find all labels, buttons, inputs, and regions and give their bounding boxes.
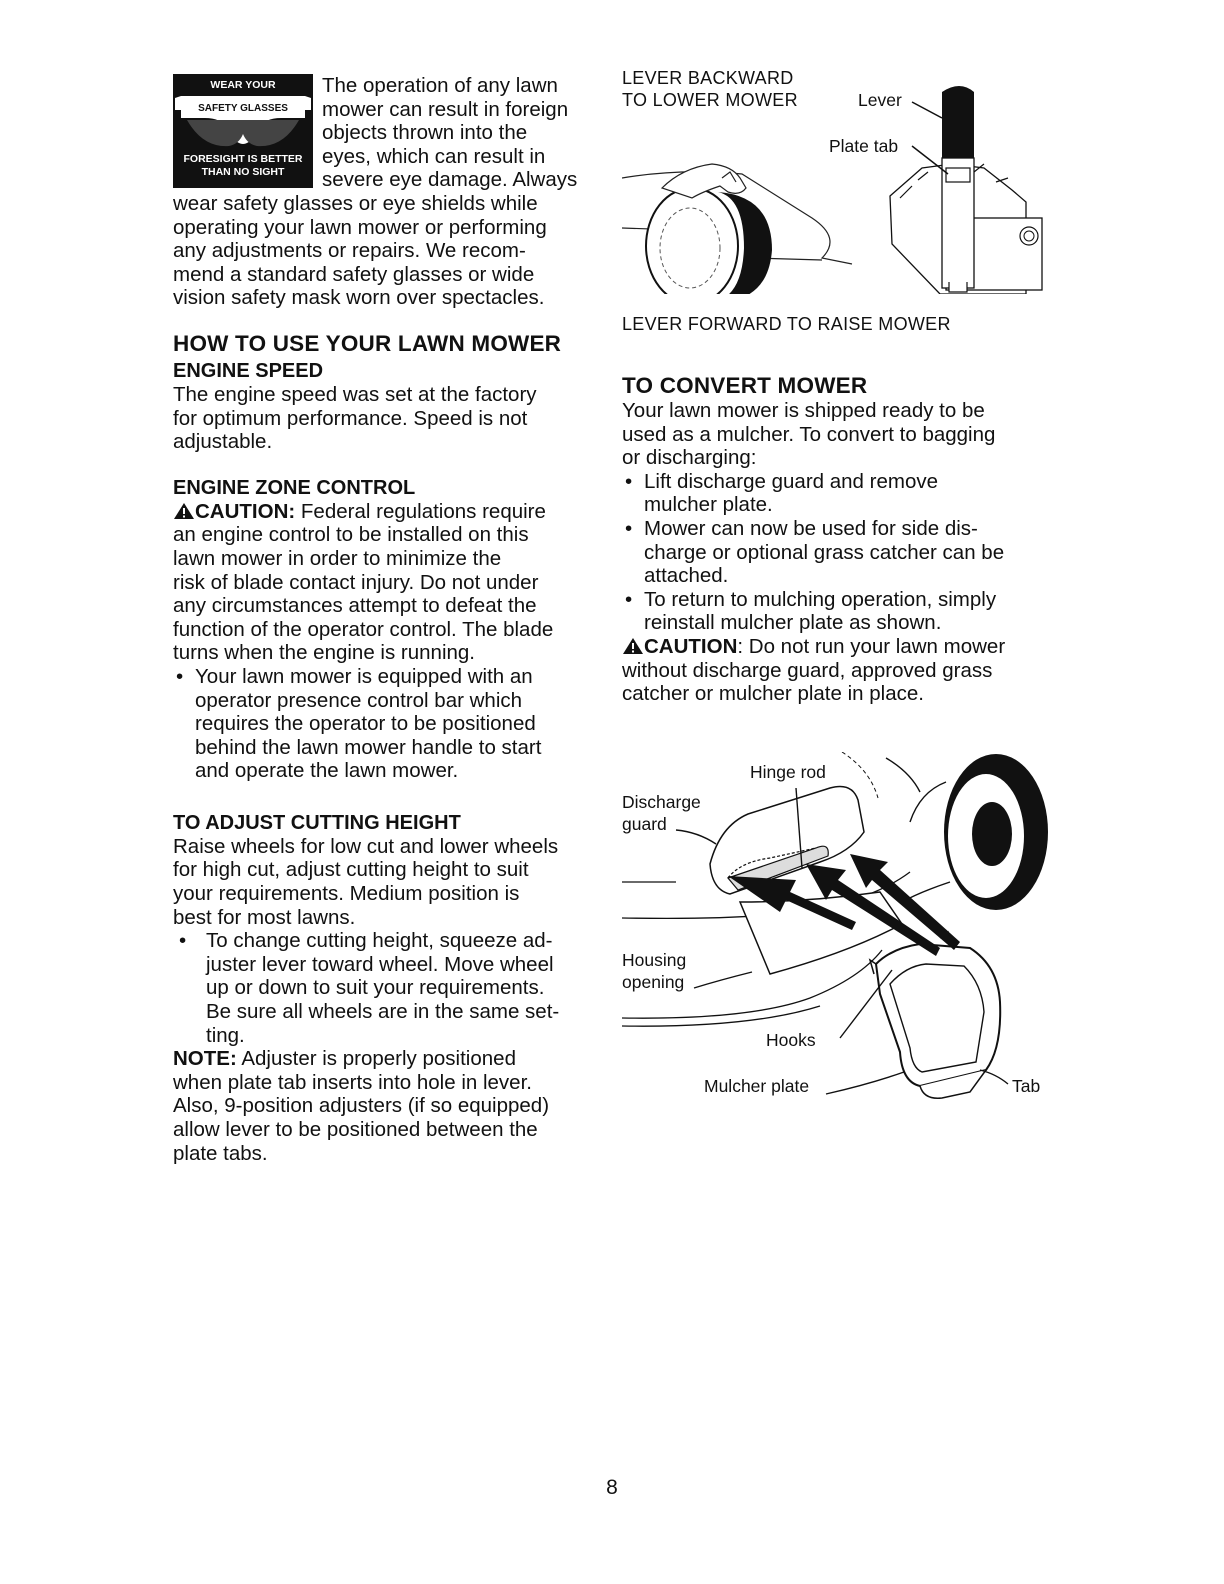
bullet-line: Mower can now be used for side dis- (644, 516, 978, 540)
convert-title: TO CONVERT MOWER (622, 373, 868, 398)
bullet-line: attached. (644, 564, 729, 588)
left-column (173, 74, 598, 1165)
mulcher-plate-label: Mulcher plate (704, 1076, 810, 1096)
intro-line: objects thrown into the (322, 121, 528, 145)
adjust-height-line: for high cut, adjust cutting height to suit (173, 858, 529, 882)
intro-line: severe eye damage. Always (322, 168, 578, 192)
caution-label: CAUTION: (195, 499, 296, 523)
convert-bullet (622, 517, 1052, 588)
intro-line: vision safety mask worn over spectacles. (173, 286, 545, 310)
engine-zone-paragraph (173, 500, 598, 665)
plate-tab-label: Plate tab (829, 136, 899, 156)
note-text: Adjuster is properly positioned (236, 1047, 516, 1071)
housing-opening-label-1: Housing (622, 950, 687, 970)
note-paragraph (173, 1047, 598, 1165)
hooks-label: Hooks (766, 1030, 816, 1050)
bullet-line: and operate the lawn mower. (195, 759, 459, 783)
lever-illustration (622, 68, 1052, 294)
convert-bullet (622, 588, 1052, 635)
intro-line: operating your lawn mower or performing (173, 215, 547, 239)
engine-speed-line: for optimum performance. Speed is not (173, 406, 528, 430)
housing-opening-label-2: opening (622, 972, 685, 992)
lever-caption-bottom: LEVER FORWARD TO RAISE MOWER (622, 314, 951, 334)
badge-line-3: FORESIGHT IS BETTER (183, 153, 303, 165)
warning-triangle-icon (173, 502, 195, 520)
engine-speed-line: adjustable. (173, 430, 273, 454)
badge-line-1: WEAR YOUR (210, 79, 276, 91)
convert-caution (622, 635, 1052, 706)
convert-line: Your lawn mower is shipped ready to be (622, 399, 985, 422)
bullet-dot-icon: • (625, 469, 633, 493)
discharge-guard-label-1: Discharge (622, 792, 701, 812)
adjust-height-bullet (173, 929, 598, 1047)
lever-figure (622, 68, 1052, 334)
intro-line: eyes, which can result in (322, 144, 546, 168)
engine-zone-line: lawn mower in order to minimize the (173, 546, 502, 570)
bullet-line: To change cutting height, squeeze ad- (206, 929, 553, 953)
note-label: NOTE: (173, 1047, 237, 1071)
right-column (622, 68, 1052, 706)
bullet-line: Your lawn mower is equipped with an (195, 664, 533, 688)
intro-line: any adjustments or repairs. We recom- (173, 239, 526, 263)
engine-speed-line: The engine speed was set at the factory (173, 382, 537, 406)
bullet-dot-icon: • (625, 587, 633, 611)
wheel-icon (646, 188, 738, 294)
safety-glasses-badge (173, 74, 313, 188)
note-line: when plate tab inserts into hole in lever. (173, 1070, 532, 1094)
adjust-height-line: Raise wheels for low cut and lower wheels (173, 834, 559, 858)
adjust-height-paragraph (173, 835, 598, 929)
caution-line: catcher or mulcher plate in place. (622, 682, 924, 706)
bullet-line: juster lever toward wheel. Move wheel (206, 952, 554, 976)
note-first-line (173, 1047, 598, 1071)
lever-caption-top-2: TO LOWER MOWER (622, 90, 798, 110)
engine-zone-caution-line (173, 500, 598, 524)
warning-triangle-icon (622, 637, 644, 655)
adjust-height-line: your requirements. Medium position is (173, 882, 520, 906)
note-line: Also, 9-position adjusters (if so equipped) (173, 1094, 550, 1118)
lever-label: Lever (858, 90, 902, 110)
badge-line-4: THAN NO SIGHT (201, 166, 285, 178)
discharge-guard-label-2: guard (622, 814, 667, 834)
bullet-line: mulcher plate. (644, 493, 773, 517)
tab-label: Tab (1012, 1076, 1041, 1096)
how-to-title: HOW TO USE YOUR LAWN MOWER (173, 330, 562, 356)
adjust-height-line: best for most lawns. (173, 905, 356, 929)
intro-line: mower can result in foreign (322, 97, 569, 121)
convert-paragraph (622, 399, 1052, 470)
caution-label: CAUTION (644, 634, 738, 658)
engine-speed-title: ENGINE SPEED (173, 359, 324, 382)
intro-line: The operation of any lawn (322, 74, 558, 97)
convert-line: used as a mulcher. To convert to bagging (622, 422, 996, 446)
note-line: allow lever to be positioned between the (173, 1118, 538, 1141)
bullet-line: Lift discharge guard and remove (644, 469, 939, 493)
safety-glasses-icon (173, 74, 313, 188)
bullet-line: operator presence control bar which (195, 688, 523, 712)
engine-zone-title: ENGINE ZONE CONTROL (173, 476, 416, 499)
engine-zone-line: an engine control to be installed on this (173, 523, 529, 547)
convert-line: or discharging: (622, 446, 757, 470)
bullet-line: requires the operator to be positioned (195, 712, 536, 736)
bullet-line: up or down to suit your requirements. (206, 976, 545, 1000)
caution-text: : Do not run your lawn mower (737, 634, 1006, 658)
engine-zone-line: function of the operator control. The blade (173, 617, 554, 641)
lever-caption-top-1: LEVER BACKWARD (622, 68, 794, 88)
page-number: 8 (606, 1476, 618, 1499)
bullet-line: To return to mulching operation, simply (644, 587, 997, 611)
engine-zone-line: any circumstances attempt to defeat the (173, 594, 537, 618)
engine-zone-line: risk of blade contact injury. Do not under (173, 570, 539, 594)
bullet-dot-icon: • (176, 664, 184, 688)
bullet-line: Be sure all wheels are in the same set- (206, 1000, 560, 1024)
convert-bullet (622, 470, 1052, 517)
intro-line: wear safety glasses or eye shields while (173, 192, 538, 215)
bullet-line: charge or optional grass catcher can be (644, 540, 1005, 564)
caution-text: Federal regulations require (295, 499, 546, 523)
adjust-height-title: TO ADJUST CUTTING HEIGHT (173, 811, 461, 834)
caution-line: without discharge guard, approved grass (622, 658, 993, 682)
bullet-line: ting. (206, 1023, 245, 1047)
engine-speed-paragraph (173, 383, 598, 454)
bullet-dot-icon: • (179, 929, 187, 953)
bullet-line: behind the lawn mower handle to start (195, 735, 542, 759)
bullet-line: reinstall mulcher plate as shown. (644, 611, 942, 635)
bullet-dot-icon: • (625, 516, 633, 540)
engine-zone-line: turns when the engine is running. (173, 641, 476, 665)
engine-zone-bullet (173, 665, 598, 783)
hinge-rod-label: Hinge rod (750, 762, 826, 782)
mulch-figure (620, 752, 1050, 1102)
badge-line-2: SAFETY GLASSES (198, 103, 288, 114)
intro-line: mend a standard safety glasses or wide (173, 262, 535, 286)
note-line: plate tabs. (173, 1141, 268, 1165)
convert-caution-line (622, 635, 1052, 659)
